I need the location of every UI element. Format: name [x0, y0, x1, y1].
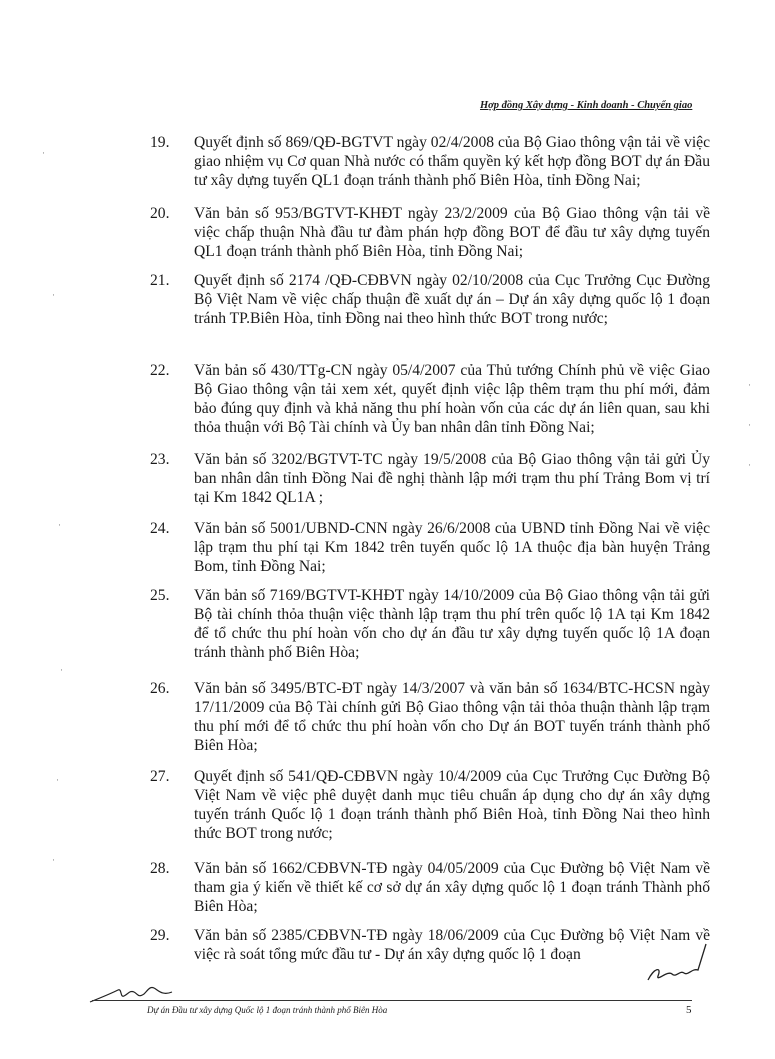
- item-number: 29.: [150, 927, 170, 944]
- footer-rule: [92, 1000, 692, 1001]
- item-text: Văn bản số 430/TTg-CN ngày 05/4/2007 của Thủ tướng Chính phủ về việc Giao Bộ Giao thông vận tải xem xét, quyết định việc lập thêm trạm thu phí mới, đảm bảo đúng quy định và khả năng thu phí hoàn vốn của các dự án liên quan, sau khi thỏa thuận với Bộ Tài chính và Ủy ban nhân dân tỉnh Đồng Nai;: [194, 362, 710, 436]
- scan-speck: ·: [60, 665, 63, 675]
- item-number: 27.: [150, 768, 170, 785]
- item-number: 22.: [150, 362, 170, 379]
- scan-speck: ·: [748, 380, 751, 390]
- item-text: Văn bản số 1662/CĐBVN-TĐ ngày 04/05/2009 của Cục Đường bộ Việt Nam về tham gia ý kiến về thiết kế cơ sở dự án xây dựng quốc lộ 1 đoạn tránh Thành phố Biên Hòa;: [194, 860, 710, 915]
- item-number: 25.: [150, 587, 170, 604]
- item-text: Văn bản số 7169/BGTVT-KHĐT ngày 14/10/2009 của Bộ Giao thông vận tải gửi Bộ tài chính thỏa thuận việc thành lập trạm thu phí trên quốc lộ 1A tại Km 1842 để tổ chức thu phí hoàn vốn cho dự án đầu tư xây dựng tuyến quốc lộ 1A đoạn tránh thành phố Biên Hòa;: [194, 587, 710, 661]
- item-text: Quyết định số 869/QĐ-BGTVT ngày 02/4/2008 của Bộ Giao thông vận tải về việc giao nhiệm vụ Cơ quan Nhà nước có thẩm quyền ký kết hợp đồng BOT dự án Đầu tư xây dựng tuyến QL1 đoạn tránh thành phố Biên Hòa, tỉnh Đồng Nai;: [194, 134, 710, 189]
- item-number: 26.: [150, 680, 170, 697]
- scan-speck: ·: [748, 460, 751, 470]
- footer-project-title: Dự án Đầu tư xây dựng Quốc lộ 1 đoạn tránh thành phố Biên Hòa: [147, 1005, 388, 1015]
- item-text: Văn bản số 5001/UBND-CNN ngày 26/6/2008 của UBND tỉnh Đồng Nai về việc lập trạm thu phí tại Km 1842 trên tuyến quốc lộ 1A thuộc địa bàn huyện Trảng Bom, tỉnh Đồng Nai;: [194, 520, 710, 575]
- list-item: [150, 767, 710, 859]
- list-item: [150, 361, 710, 450]
- initials-left: [88, 978, 178, 1008]
- list-item: [150, 271, 710, 361]
- list-item: [150, 133, 710, 204]
- list-item: [150, 204, 710, 271]
- item-text: Quyết định số 2174 /QĐ-CĐBVN ngày 02/10/2008 của Cục Trưởng Cục Đường Bộ Việt Nam về việc chấp thuận đề xuất dự án – Dự án xây dựng quốc lộ 1 đoạn tránh TP.Biên Hòa, tỉnh Đồng nai theo hình thức BOT trong nước;: [194, 272, 710, 327]
- item-text: Văn bản số 2385/CĐBVN-TĐ ngày 18/06/2009 của Cục Đường bộ Việt Nam về việc rà soát tổng mức đầu tư - Dự án xây dựng quốc lộ 1 đoạn: [194, 927, 710, 963]
- list-item: [150, 586, 710, 679]
- item-number: 21.: [150, 272, 170, 289]
- legal-basis-list: [150, 133, 710, 966]
- item-number: 23.: [150, 451, 170, 468]
- scan-speck: ·: [52, 855, 55, 865]
- list-item: [150, 679, 710, 767]
- list-item: [150, 519, 710, 586]
- scan-speck: ·: [748, 420, 751, 430]
- scan-speck: ·: [56, 775, 59, 785]
- item-text: Văn bản số 3495/BTC-ĐT ngày 14/3/2007 và văn bản số 1634/BTC-HCSN ngày 17/11/2009 của Bộ Tài chính gửi Bộ Giao thông vận tải thỏa thuận thành lập trạm thu phí mới để tổ chức thu phí hoàn vốn cho Dự án BOT tuyến tránh thành phố Biên Hòa;: [194, 680, 710, 754]
- scan-speck: ·: [42, 148, 45, 158]
- item-text: Văn bản số 3202/BGTVT-TC ngày 19/5/2008 của Bộ Giao thông vận tải gửi Ủy ban nhân dân tỉnh Đồng Nai đề nghị thành lập mới trạm thu phí Trảng Bom vị trí tại Km 1842 QL1A ;: [194, 451, 710, 506]
- item-number: 28.: [150, 860, 170, 877]
- signature-right: [640, 940, 710, 990]
- item-text: Văn bản số 953/BGTVT-KHĐT ngày 23/2/2009 của Bộ Giao thông vận tải về việc chấp thuận Nhà đầu tư đàm phán hợp đồng BOT để đầu tư xây dựng tuyến QL1 đoạn tránh thành phố Biên Hòa, tỉnh Đồng Nai;: [194, 205, 710, 260]
- item-text: Quyết định số 541/QĐ-CĐBVN ngày 10/4/2009 của Cục Trưởng Cục Đường Bộ Việt Nam về việc phê duyệt danh mục tiêu chuẩn áp dụng cho dự án xây dựng tuyến tránh Quốc lộ 1 đoạn tránh thành phố Biên Hoà, tỉnh Đồng Nai theo hình thức BOT trong nước;: [194, 768, 710, 842]
- scan-speck: ·: [58, 520, 61, 530]
- list-item: [150, 859, 710, 926]
- list-item: [150, 926, 710, 966]
- list-item: [150, 450, 710, 519]
- page-number: 5: [686, 1004, 692, 1016]
- item-number: 24.: [150, 520, 170, 537]
- item-number: 20.: [150, 205, 170, 222]
- item-number: 19.: [150, 134, 170, 151]
- running-header: Hợp đồng Xây dựng - Kinh doanh - Chuyển giao: [480, 100, 693, 111]
- scan-speck: ·: [52, 290, 55, 300]
